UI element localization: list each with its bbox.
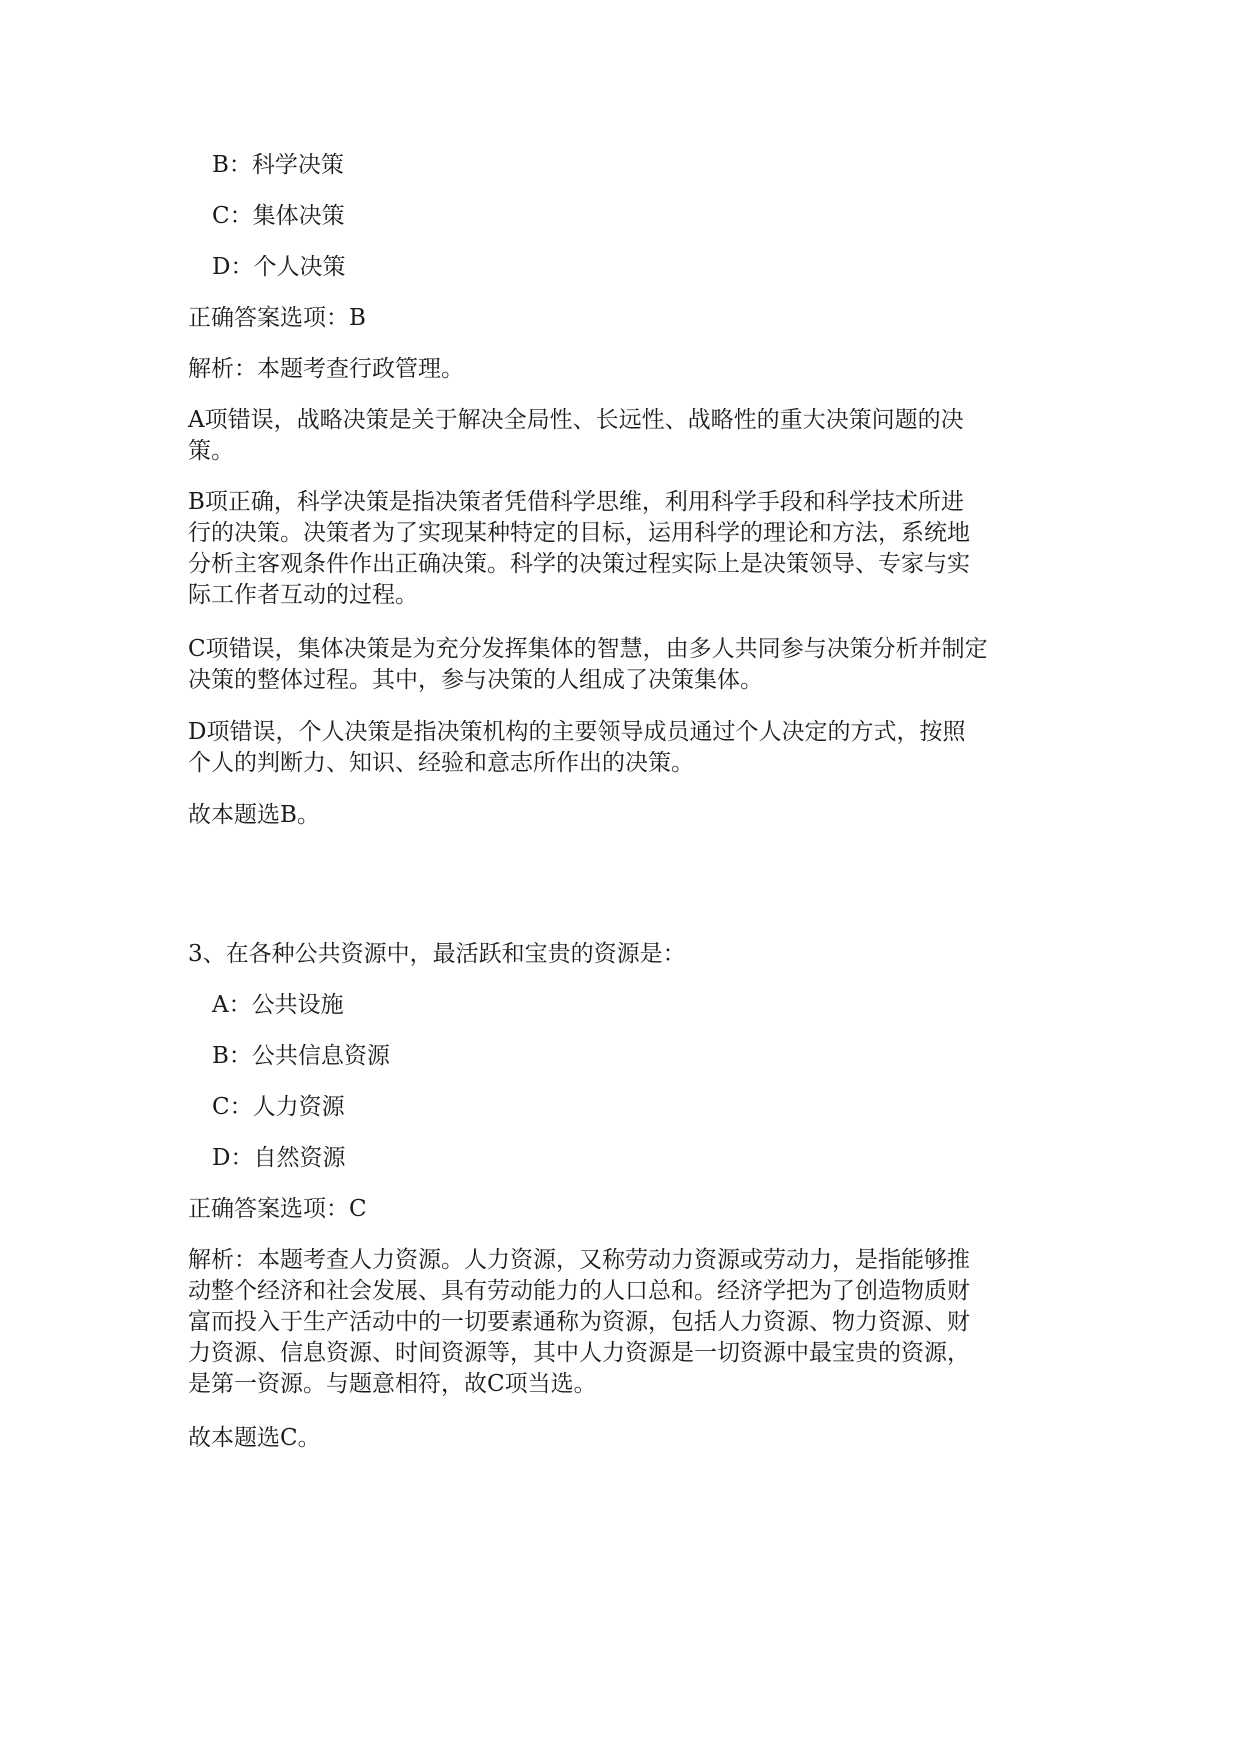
q2-item-a-line: 策。 [188, 438, 234, 464]
q3-analysis-line: 动整个经济和社会发展、具有劳动能力的人口总和。经济学把为了创造物质财 [188, 1278, 970, 1304]
q2-analysis-intro: 解析：本题考查行政管理。 [188, 356, 464, 382]
q2-item-c-line: C项错误，集体决策是为充分发挥集体的智慧，由多人共同参与决策分析并制定 [188, 636, 988, 662]
q2-item-d-line: 个人的判断力、知识、经验和意志所作出的决策。 [188, 750, 694, 776]
q2-item-c [188, 634, 1058, 696]
q3-analysis-line: 富而投入于生产活动中的一切要素通称为资源，包括人力资源、物力资源、财 [188, 1309, 970, 1335]
q3-analysis-line: 解析：本题考查人力资源。人力资源，又称劳动力资源或劳动力，是指能够推 [188, 1247, 970, 1273]
q2-item-b-line: 际工作者互动的过程。 [188, 582, 418, 608]
q2-item-b-line: 分析主客观条件作出正确决策。科学的决策过程实际上是决策领导、专家与实 [188, 551, 970, 577]
q2-item-a [188, 405, 1058, 467]
q3-analysis [188, 1245, 1058, 1400]
q3-option-a: A：公共设施 [212, 992, 344, 1018]
q3-answer: 正确答案选项：C [188, 1196, 367, 1222]
q2-item-c-line: 决策的整体过程。其中，参与决策的人组成了决策集体。 [188, 667, 763, 693]
q2-option-b: B：科学决策 [212, 152, 344, 178]
q2-answer: 正确答案选项：B [188, 305, 366, 331]
q2-item-b [188, 487, 1058, 611]
q3-option-d: D：自然资源 [212, 1145, 346, 1171]
q3-option-b: B：公共信息资源 [212, 1043, 390, 1069]
q3-analysis-line: 力资源、信息资源、时间资源等，其中人力资源是一切资源中最宝贵的资源， [188, 1340, 970, 1366]
q3-conclusion: 故本题选C。 [188, 1425, 321, 1451]
q3-analysis-line: 是第一资源。与题意相符，故C项当选。 [188, 1371, 597, 1397]
q2-option-d: D：个人决策 [212, 254, 346, 280]
q2-option-c: C：集体决策 [212, 203, 345, 229]
q2-item-b-line: B项正确，科学决策是指决策者凭借科学思维，利用科学手段和科学技术所进 [188, 489, 964, 515]
q2-item-b-line: 行的决策。决策者为了实现某种特定的目标，运用科学的理论和方法，系统地 [188, 520, 970, 546]
q3-question: 3、在各种公共资源中，最活跃和宝贵的资源是： [188, 941, 686, 967]
q3-option-c: C：人力资源 [212, 1094, 345, 1120]
q2-item-d-line: D项错误，个人决策是指决策机构的主要领导成员通过个人决定的方式，按照 [188, 719, 966, 745]
q2-item-a-line: A项错误，战略决策是关于解决全局性、长远性、战略性的重大决策问题的决 [188, 407, 964, 433]
q2-item-d [188, 717, 1058, 779]
q2-conclusion: 故本题选B。 [188, 802, 320, 828]
